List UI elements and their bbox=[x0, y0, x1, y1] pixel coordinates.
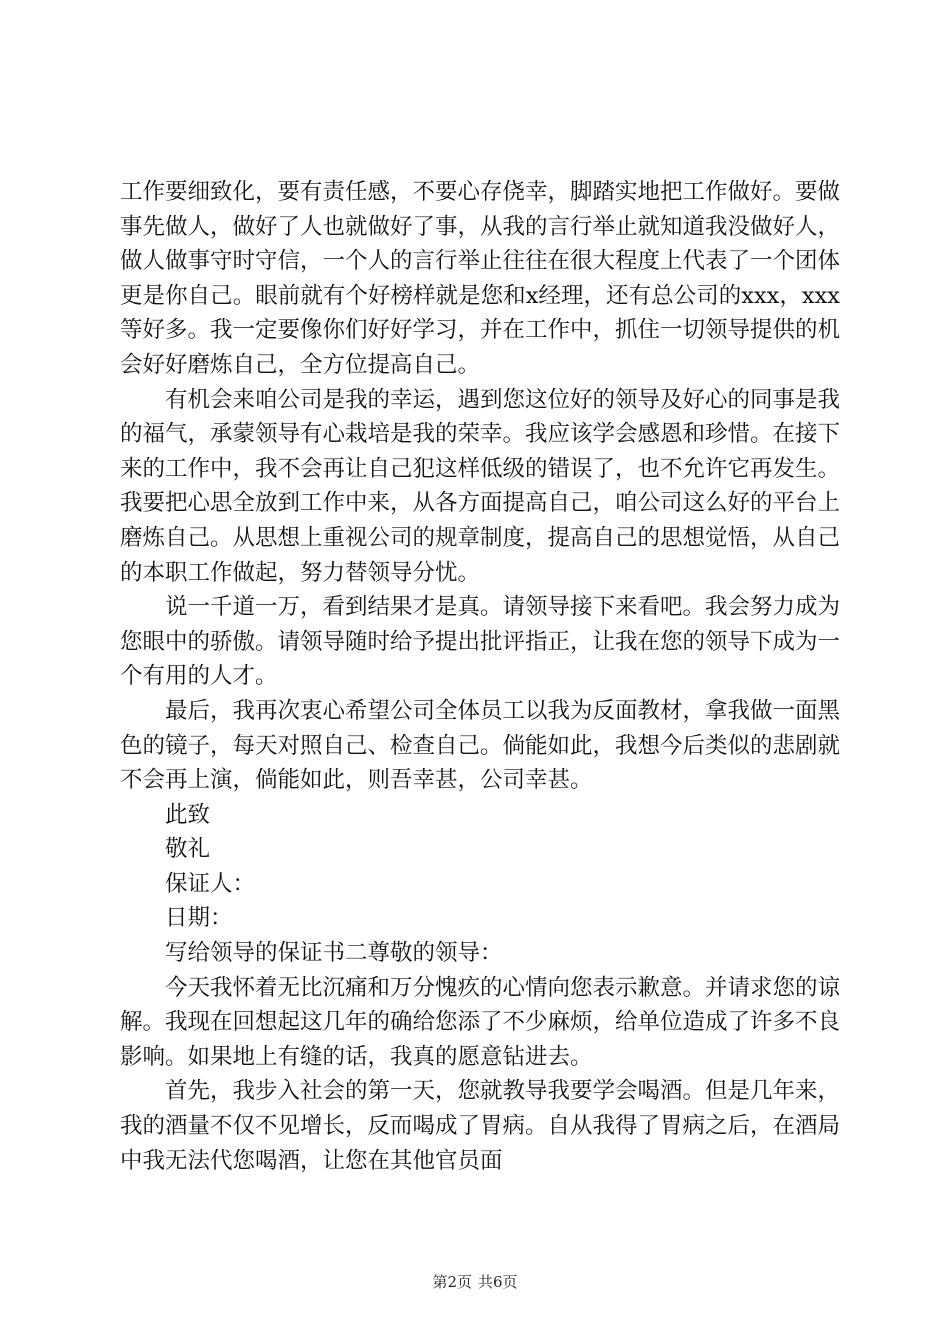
page-total: 共6页 bbox=[478, 1273, 518, 1291]
second-letter-heading: 写给领导的保证书二尊敬的领导： bbox=[165, 940, 503, 967]
closing-salutation: 此致 bbox=[165, 801, 211, 828]
guarantor-label: 保证人： bbox=[165, 870, 256, 897]
page-number: 第2页 bbox=[432, 1273, 472, 1291]
closing-regards: 敬礼 bbox=[165, 836, 211, 863]
paragraph-2: 有机会来咱公司是我的幸运，遇到您这位好的领导及好心的同事是我的福气，承蒙领导有心栽培是我的荣幸。我应该学会感恩和珍惜。在接下来的工作中，我不会再让自己犯这样低级的错误了，也不允许它再发生。我要把心思全放到工作中来，从各方面提高自己，咱公司这么好的平台上磨炼自己。从思想上重视公司的规章制度，提高自己的思想觉悟，从自己的本职工作做起，努力替领导分忧。 bbox=[120, 386, 841, 586]
date-label: 日期： bbox=[165, 905, 233, 932]
paragraph-1: 工作要细致化，要有责任感，不要心存侥幸，脚踏实地把工作做好。要做事先做人，做好了人也就做好了事，从我的言行举止就知道我没做好人，做人做事守时守信，一个人的言行举止往往在很大程度上代表了一个团体更是你自己。眼前就有个好榜样就是您和x经理，还有总公司的xxx，xxx等好多。我一定要像你们好好学习，并在工作中，抓住一切领导提供的机会好好磨炼自己，全方位提高自己。 bbox=[120, 179, 841, 378]
paragraph-3: 说一千道一万，看到结果才是真。请领导接下来看吧。我会努力成为您眼中的骄傲。请领导随时给予提出批评指正，让我在您的领导下成为一个有用的人才。 bbox=[120, 594, 841, 690]
paragraph-4: 最后，我再次衷心希望公司全体员工以我为反面教材，拿我做一面黑色的镜子，每天对照自己、检查自己。倘能如此，我想今后类似的悲剧就不会再上演，倘能如此，则吾幸甚，公司幸甚。 bbox=[120, 697, 841, 794]
second-paragraph-1: 今天我怀着无比沉痛和万分愧疚的心情向您表示歉意。并请求您的谅解。我现在回想起这几年的确给您添了不少麻烦，给单位造成了许多不良影响。如果地上有缝的话，我真的愿意钻进去。 bbox=[120, 974, 841, 1070]
page-footer bbox=[0, 1272, 950, 1292]
second-paragraph-2: 首先，我步入社会的第一天，您就教导我要学会喝酒。但是几年来，我的酒量不仅不见增长，反而喝成了胃病。自从我得了胃病之后，在酒局中我无法代您喝酒，让您在其他官员面 bbox=[120, 1078, 841, 1174]
document-body bbox=[120, 175, 840, 1178]
